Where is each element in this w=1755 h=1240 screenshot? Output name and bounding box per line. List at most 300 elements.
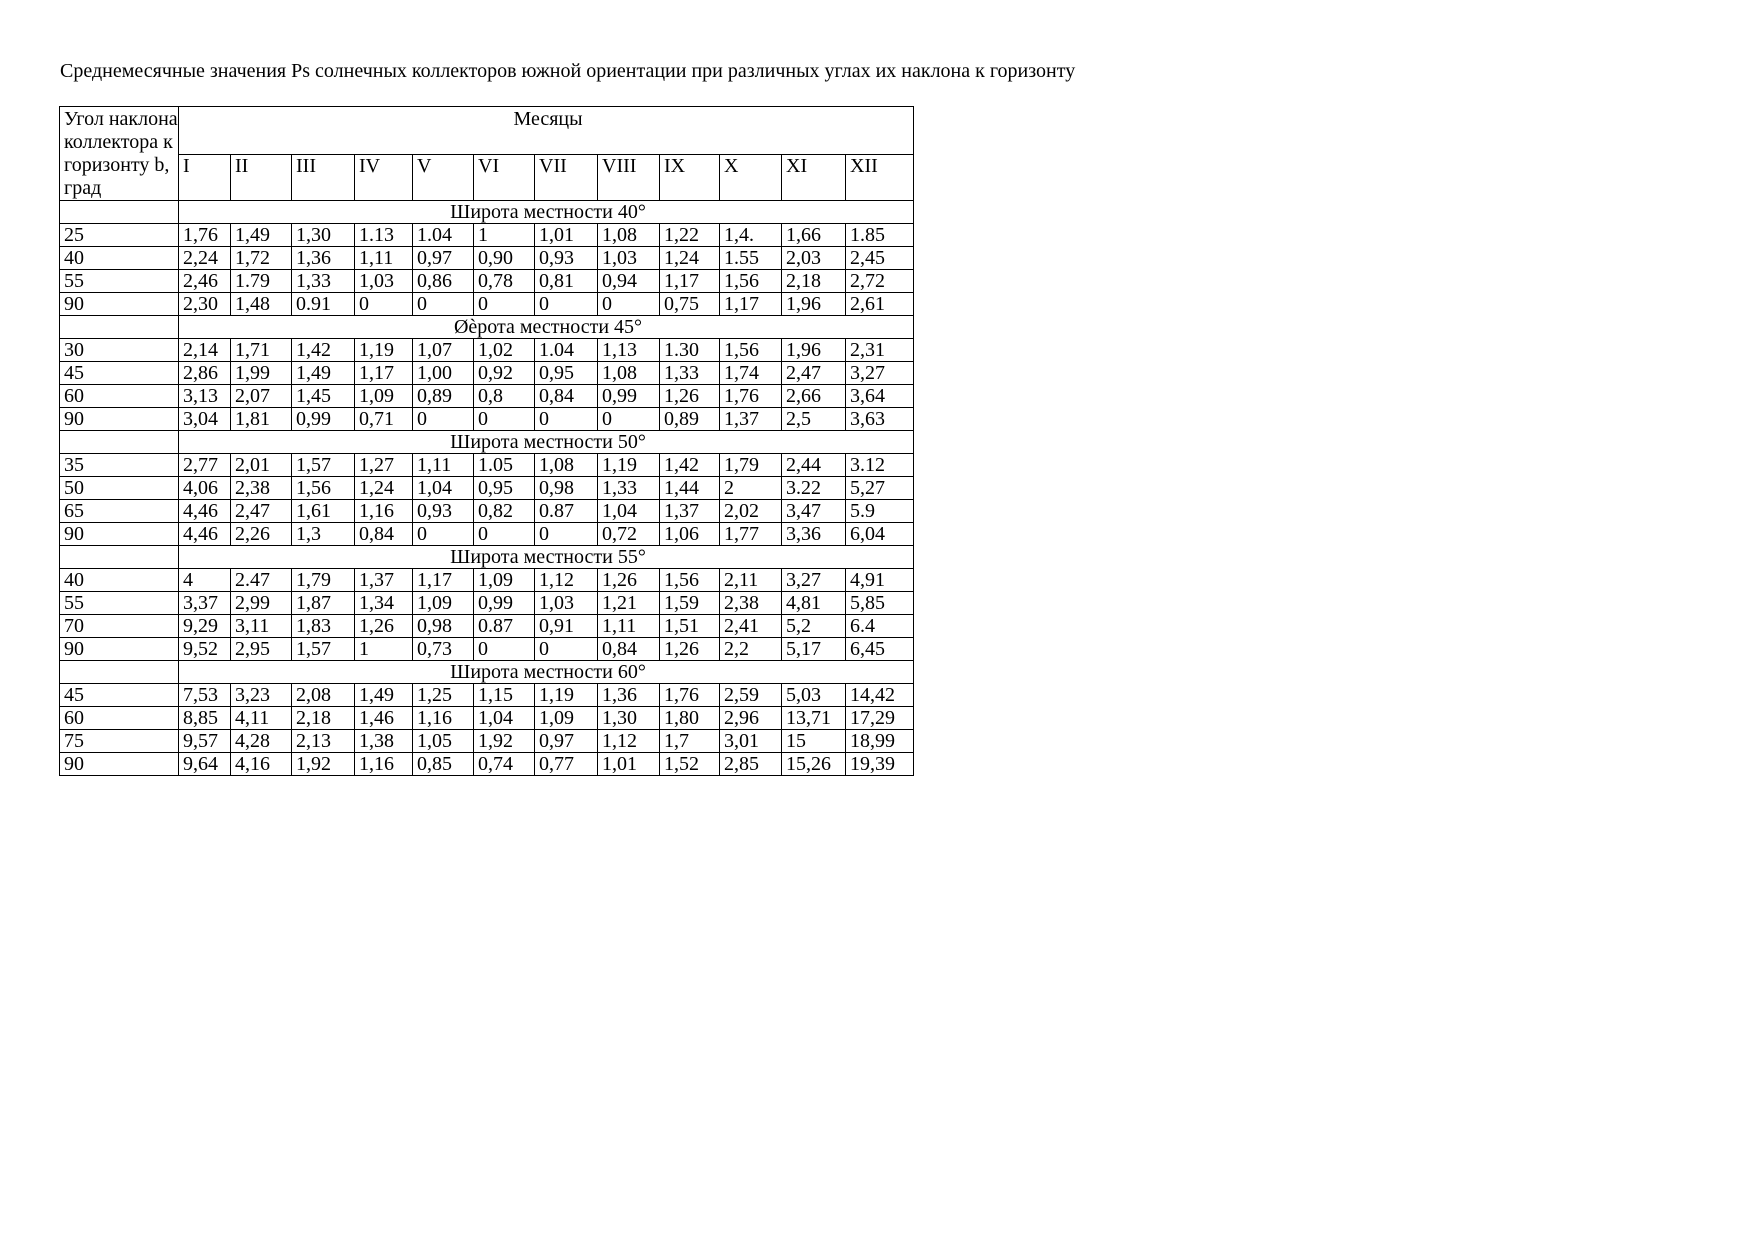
value-cell: 1,38 <box>355 730 413 753</box>
value-cell: 1,79 <box>292 569 355 592</box>
value-cell: 1,36 <box>598 684 660 707</box>
table-row <box>60 247 914 270</box>
value-cell: 0 <box>413 408 474 431</box>
latitude-section-row <box>60 546 914 569</box>
value-cell: 1,19 <box>598 454 660 477</box>
value-cell: 0,89 <box>660 408 720 431</box>
value-cell: 2,72 <box>846 270 914 293</box>
table-row <box>60 523 914 546</box>
angle-cell: 90 <box>60 638 179 661</box>
value-cell: 1.04 <box>413 224 474 247</box>
value-cell: 1,26 <box>355 615 413 638</box>
value-cell: 1,3 <box>292 523 355 546</box>
value-cell: 1,09 <box>474 569 535 592</box>
value-cell: 1,33 <box>598 477 660 500</box>
value-cell: 3,63 <box>846 408 914 431</box>
month-header-2: II <box>231 155 292 201</box>
value-cell: 1,46 <box>355 707 413 730</box>
value-cell: 18,99 <box>846 730 914 753</box>
value-cell: 3,47 <box>782 500 846 523</box>
value-cell: 0 <box>474 523 535 546</box>
value-cell: 1,71 <box>231 339 292 362</box>
value-cell: 1,56 <box>292 477 355 500</box>
value-cell: 6,04 <box>846 523 914 546</box>
value-cell: 9,52 <box>179 638 231 661</box>
latitude-label: Широта местности 40° <box>179 201 914 224</box>
table-row <box>60 454 914 477</box>
value-cell: 1,74 <box>720 362 782 385</box>
latitude-section-row <box>60 661 914 684</box>
angle-column-header: Угол наклона коллектора к горизонту b, град <box>60 107 179 201</box>
value-cell: 2,18 <box>292 707 355 730</box>
value-cell: 4,16 <box>231 753 292 776</box>
value-cell: 1,66 <box>782 224 846 247</box>
value-cell: 1,42 <box>292 339 355 362</box>
angle-cell: 55 <box>60 592 179 615</box>
value-cell: 0,85 <box>413 753 474 776</box>
document-title: Среднемесячные значения Ps солнечных коллекторов южной ориентации при различных углах их наклона к горизонту <box>60 60 1076 82</box>
value-cell: 4,11 <box>231 707 292 730</box>
value-cell: 14,42 <box>846 684 914 707</box>
section-empty-cell <box>60 201 179 224</box>
value-cell: 2,77 <box>179 454 231 477</box>
value-cell: 2,85 <box>720 753 782 776</box>
value-cell: 0,99 <box>474 592 535 615</box>
value-cell: 3,27 <box>782 569 846 592</box>
table-row <box>60 339 914 362</box>
value-cell: 0,71 <box>355 408 413 431</box>
value-cell: 1,26 <box>660 638 720 661</box>
value-cell: 2,38 <box>720 592 782 615</box>
value-cell: 4,46 <box>179 500 231 523</box>
table-row <box>60 730 914 753</box>
value-cell: 0,77 <box>535 753 598 776</box>
value-cell: 0,81 <box>535 270 598 293</box>
angle-cell: 55 <box>60 270 179 293</box>
value-cell: 1 <box>355 638 413 661</box>
value-cell: 1,59 <box>660 592 720 615</box>
month-header-1: I <box>179 155 231 201</box>
latitude-label: Широта местности 50° <box>179 431 914 454</box>
value-cell: 1,17 <box>413 569 474 592</box>
value-cell: 2 <box>720 477 782 500</box>
value-cell: 2,46 <box>179 270 231 293</box>
value-cell: 0 <box>535 523 598 546</box>
value-cell: 1,33 <box>660 362 720 385</box>
value-cell: 1,11 <box>355 247 413 270</box>
angle-cell: 60 <box>60 385 179 408</box>
value-cell: 1,56 <box>720 270 782 293</box>
angle-cell: 45 <box>60 684 179 707</box>
value-cell: 2,24 <box>179 247 231 270</box>
latitude-label: Øèрота местности 45° <box>179 316 914 339</box>
month-header-8: VIII <box>598 155 660 201</box>
angle-cell: 50 <box>60 477 179 500</box>
value-cell: 1,36 <box>292 247 355 270</box>
value-cell: 1,72 <box>231 247 292 270</box>
value-cell: 2,95 <box>231 638 292 661</box>
value-cell: 1,22 <box>660 224 720 247</box>
value-cell: 0,84 <box>598 638 660 661</box>
value-cell: 2,45 <box>846 247 914 270</box>
value-cell: 1,49 <box>355 684 413 707</box>
value-cell: 1,17 <box>660 270 720 293</box>
value-cell: 1,51 <box>660 615 720 638</box>
value-cell: 2,11 <box>720 569 782 592</box>
section-empty-cell <box>60 431 179 454</box>
value-cell: 0,95 <box>474 477 535 500</box>
angle-cell: 75 <box>60 730 179 753</box>
value-cell: 2,59 <box>720 684 782 707</box>
month-header-5: V <box>413 155 474 201</box>
value-cell: 1,16 <box>413 707 474 730</box>
value-cell: 0,72 <box>598 523 660 546</box>
month-header-4: IV <box>355 155 413 201</box>
value-cell: 1.04 <box>535 339 598 362</box>
value-cell: 0,78 <box>474 270 535 293</box>
value-cell: 1,99 <box>231 362 292 385</box>
value-cell: 2,03 <box>782 247 846 270</box>
value-cell: 1,56 <box>660 569 720 592</box>
value-cell: 1,07 <box>413 339 474 362</box>
value-cell: 1,16 <box>355 753 413 776</box>
value-cell: 1,17 <box>720 293 782 316</box>
value-cell: 1,04 <box>413 477 474 500</box>
table-row <box>60 385 914 408</box>
value-cell: 1,76 <box>660 684 720 707</box>
value-cell: 1,92 <box>292 753 355 776</box>
value-cell: 1,42 <box>660 454 720 477</box>
table-row <box>60 362 914 385</box>
value-cell: 0,95 <box>535 362 598 385</box>
value-cell: 2,44 <box>782 454 846 477</box>
value-cell: 1,19 <box>535 684 598 707</box>
table-row <box>60 615 914 638</box>
value-cell: 2,96 <box>720 707 782 730</box>
value-cell: 15,26 <box>782 753 846 776</box>
value-cell: 2,13 <box>292 730 355 753</box>
angle-cell: 90 <box>60 408 179 431</box>
value-cell: 1,03 <box>535 592 598 615</box>
value-cell: 2,66 <box>782 385 846 408</box>
value-cell: 0 <box>535 408 598 431</box>
value-cell: 0,97 <box>535 730 598 753</box>
value-cell: 3,04 <box>179 408 231 431</box>
value-cell: 1,30 <box>598 707 660 730</box>
table-row <box>60 569 914 592</box>
value-cell: 0 <box>474 638 535 661</box>
value-cell: 1,92 <box>474 730 535 753</box>
value-cell: 0,73 <box>413 638 474 661</box>
section-empty-cell <box>60 661 179 684</box>
angle-cell: 30 <box>60 339 179 362</box>
value-cell: 1,87 <box>292 592 355 615</box>
latitude-label: Широта местности 55° <box>179 546 914 569</box>
value-cell: 1 <box>474 224 535 247</box>
value-cell: 1,96 <box>782 293 846 316</box>
value-cell: 0,93 <box>535 247 598 270</box>
value-cell: 1,12 <box>535 569 598 592</box>
value-cell: 0,86 <box>413 270 474 293</box>
table-body <box>60 107 914 776</box>
value-cell: 1,17 <box>355 362 413 385</box>
value-cell: 1,09 <box>535 707 598 730</box>
value-cell: 0,94 <box>598 270 660 293</box>
months-row <box>60 155 914 201</box>
value-cell: 1,30 <box>292 224 355 247</box>
value-cell: 1,33 <box>292 270 355 293</box>
value-cell: 1,49 <box>292 362 355 385</box>
value-cell: 1,81 <box>231 408 292 431</box>
value-cell: 1,13 <box>598 339 660 362</box>
value-cell: 1,37 <box>355 569 413 592</box>
angle-cell: 90 <box>60 523 179 546</box>
value-cell: 1,04 <box>474 707 535 730</box>
value-cell: 1,25 <box>413 684 474 707</box>
solar-collector-table <box>59 106 914 776</box>
value-cell: 1,57 <box>292 638 355 661</box>
value-cell: 1,11 <box>413 454 474 477</box>
value-cell: 3,13 <box>179 385 231 408</box>
value-cell: 1,24 <box>355 477 413 500</box>
value-cell: 1,79 <box>720 454 782 477</box>
value-cell: 2,01 <box>231 454 292 477</box>
value-cell: 3,36 <box>782 523 846 546</box>
value-cell: 6.4 <box>846 615 914 638</box>
value-cell: 2,02 <box>720 500 782 523</box>
value-cell: 1,83 <box>292 615 355 638</box>
value-cell: 2,61 <box>846 293 914 316</box>
table-row <box>60 408 914 431</box>
value-cell: 2,99 <box>231 592 292 615</box>
value-cell: 1,80 <box>660 707 720 730</box>
value-cell: 3,11 <box>231 615 292 638</box>
value-cell: 6,45 <box>846 638 914 661</box>
value-cell: 15 <box>782 730 846 753</box>
value-cell: 1,45 <box>292 385 355 408</box>
table-row <box>60 753 914 776</box>
value-cell: 1,49 <box>231 224 292 247</box>
value-cell: 4,91 <box>846 569 914 592</box>
table-row <box>60 224 914 247</box>
value-cell: 0 <box>413 293 474 316</box>
value-cell: 1.55 <box>720 247 782 270</box>
value-cell: 4,81 <box>782 592 846 615</box>
value-cell: 2,30 <box>179 293 231 316</box>
table-row <box>60 638 914 661</box>
value-cell: 0,98 <box>535 477 598 500</box>
value-cell: 1.85 <box>846 224 914 247</box>
value-cell: 1,37 <box>720 408 782 431</box>
value-cell: 1,52 <box>660 753 720 776</box>
value-cell: 1,24 <box>660 247 720 270</box>
latitude-section-row <box>60 316 914 339</box>
month-header-3: III <box>292 155 355 201</box>
section-empty-cell <box>60 316 179 339</box>
table-row <box>60 270 914 293</box>
value-cell: 5,2 <box>782 615 846 638</box>
value-cell: 1,4. <box>720 224 782 247</box>
value-cell: 5,03 <box>782 684 846 707</box>
value-cell: 1,00 <box>413 362 474 385</box>
value-cell: 1,27 <box>355 454 413 477</box>
value-cell: 1.05 <box>474 454 535 477</box>
latitude-label: Широта местности 60° <box>179 661 914 684</box>
value-cell: 2,5 <box>782 408 846 431</box>
value-cell: 1,19 <box>355 339 413 362</box>
value-cell: 0 <box>598 293 660 316</box>
value-cell: 2,14 <box>179 339 231 362</box>
value-cell: 4 <box>179 569 231 592</box>
value-cell: 1,7 <box>660 730 720 753</box>
value-cell: 19,39 <box>846 753 914 776</box>
angle-cell: 65 <box>60 500 179 523</box>
value-cell: 0 <box>474 293 535 316</box>
value-cell: 3,37 <box>179 592 231 615</box>
month-header-7: VII <box>535 155 598 201</box>
value-cell: 0,99 <box>598 385 660 408</box>
value-cell: 2,86 <box>179 362 231 385</box>
value-cell: 1,15 <box>474 684 535 707</box>
value-cell: 1,09 <box>355 385 413 408</box>
value-cell: 1,76 <box>179 224 231 247</box>
table-row <box>60 500 914 523</box>
value-cell: 0 <box>355 293 413 316</box>
value-cell: 13,71 <box>782 707 846 730</box>
value-cell: 2,31 <box>846 339 914 362</box>
table-row <box>60 707 914 730</box>
value-cell: 1,16 <box>355 500 413 523</box>
value-cell: 1,48 <box>231 293 292 316</box>
value-cell: 0,84 <box>535 385 598 408</box>
value-cell: 1,08 <box>535 454 598 477</box>
month-header-10: X <box>720 155 782 201</box>
value-cell: 7,53 <box>179 684 231 707</box>
value-cell: 0,93 <box>413 500 474 523</box>
value-cell: 1,01 <box>535 224 598 247</box>
value-cell: 9,29 <box>179 615 231 638</box>
section-empty-cell <box>60 546 179 569</box>
value-cell: 1,56 <box>720 339 782 362</box>
value-cell: 0,92 <box>474 362 535 385</box>
value-cell: 1,76 <box>720 385 782 408</box>
value-cell: 2,38 <box>231 477 292 500</box>
value-cell: 5,27 <box>846 477 914 500</box>
value-cell: 3,01 <box>720 730 782 753</box>
table-row <box>60 293 914 316</box>
value-cell: 9,64 <box>179 753 231 776</box>
value-cell: 1,96 <box>782 339 846 362</box>
value-cell: 4,28 <box>231 730 292 753</box>
angle-cell: 40 <box>60 247 179 270</box>
value-cell: 0,89 <box>413 385 474 408</box>
value-cell: 1,02 <box>474 339 535 362</box>
value-cell: 1,77 <box>720 523 782 546</box>
angle-cell: 25 <box>60 224 179 247</box>
months-header: Месяцы <box>179 107 914 155</box>
value-cell: 1,04 <box>598 500 660 523</box>
value-cell: 1,05 <box>413 730 474 753</box>
value-cell: 0.87 <box>474 615 535 638</box>
value-cell: 0,8 <box>474 385 535 408</box>
value-cell: 1,03 <box>355 270 413 293</box>
table-row <box>60 592 914 615</box>
value-cell: 2,47 <box>782 362 846 385</box>
value-cell: 0,84 <box>355 523 413 546</box>
value-cell: 2,47 <box>231 500 292 523</box>
value-cell: 1,06 <box>660 523 720 546</box>
value-cell: 2.47 <box>231 569 292 592</box>
value-cell: 0,99 <box>292 408 355 431</box>
angle-cell: 90 <box>60 753 179 776</box>
value-cell: 5.9 <box>846 500 914 523</box>
value-cell: 1,57 <box>292 454 355 477</box>
value-cell: 2,2 <box>720 638 782 661</box>
value-cell: 2,08 <box>292 684 355 707</box>
value-cell: 0 <box>474 408 535 431</box>
angle-cell: 90 <box>60 293 179 316</box>
value-cell: 1,03 <box>598 247 660 270</box>
value-cell: 0 <box>413 523 474 546</box>
value-cell: 1,12 <box>598 730 660 753</box>
value-cell: 1.79 <box>231 270 292 293</box>
value-cell: 1.30 <box>660 339 720 362</box>
value-cell: 1,09 <box>413 592 474 615</box>
value-cell: 0,98 <box>413 615 474 638</box>
value-cell: 4,06 <box>179 477 231 500</box>
value-cell: 5,17 <box>782 638 846 661</box>
month-header-12: XII <box>846 155 914 201</box>
value-cell: 4,46 <box>179 523 231 546</box>
value-cell: 5,85 <box>846 592 914 615</box>
value-cell: 2,41 <box>720 615 782 638</box>
value-cell: 2,18 <box>782 270 846 293</box>
value-cell: 1,61 <box>292 500 355 523</box>
value-cell: 1,26 <box>598 569 660 592</box>
value-cell: 3.22 <box>782 477 846 500</box>
value-cell: 0.91 <box>292 293 355 316</box>
table-row <box>60 477 914 500</box>
value-cell: 0,91 <box>535 615 598 638</box>
value-cell: 0,74 <box>474 753 535 776</box>
value-cell: 3,23 <box>231 684 292 707</box>
latitude-section-row <box>60 431 914 454</box>
value-cell: 0,75 <box>660 293 720 316</box>
value-cell: 1,26 <box>660 385 720 408</box>
table-row <box>60 684 914 707</box>
angle-cell: 45 <box>60 362 179 385</box>
value-cell: 2,07 <box>231 385 292 408</box>
value-cell: 0.87 <box>535 500 598 523</box>
angle-cell: 60 <box>60 707 179 730</box>
value-cell: 0 <box>535 293 598 316</box>
value-cell: 3,64 <box>846 385 914 408</box>
month-header-9: IX <box>660 155 720 201</box>
value-cell: 1,08 <box>598 362 660 385</box>
value-cell: 1,37 <box>660 500 720 523</box>
angle-cell: 35 <box>60 454 179 477</box>
value-cell: 1,08 <box>598 224 660 247</box>
value-cell: 1.13 <box>355 224 413 247</box>
value-cell: 0,97 <box>413 247 474 270</box>
month-header-6: VI <box>474 155 535 201</box>
value-cell: 1,21 <box>598 592 660 615</box>
angle-cell: 40 <box>60 569 179 592</box>
value-cell: 1,44 <box>660 477 720 500</box>
value-cell: 3.12 <box>846 454 914 477</box>
header-row <box>60 107 914 155</box>
value-cell: 1,11 <box>598 615 660 638</box>
